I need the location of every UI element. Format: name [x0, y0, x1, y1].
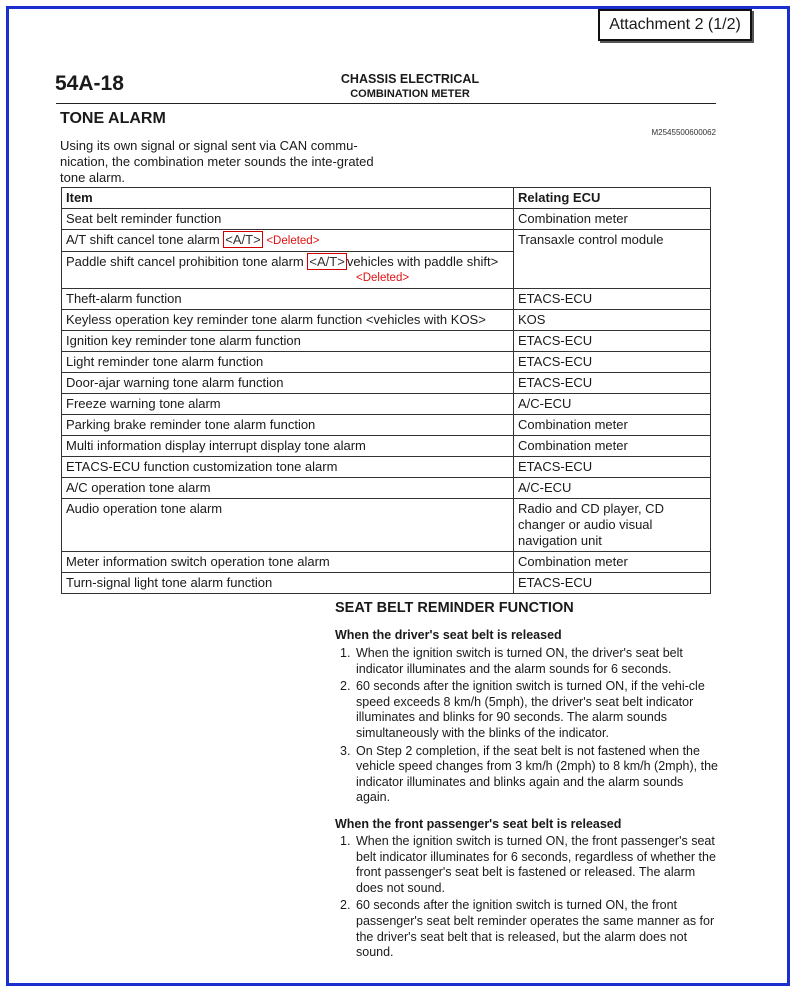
table-row — [62, 457, 711, 478]
table-cell-item: ETACS-ECU function customization tone alarm — [62, 457, 514, 478]
list-item-number: 1. — [340, 834, 351, 848]
table-row — [62, 352, 711, 373]
table-cell-ecu: KOS — [514, 310, 711, 331]
table-cell-item — [62, 252, 514, 289]
table-cell-item: Seat belt reminder function — [62, 209, 514, 230]
table-row — [62, 552, 711, 573]
table-row — [62, 394, 711, 415]
document-code: M2545500600062 — [651, 128, 716, 137]
table-cell-ecu: Transaxle control module — [514, 230, 711, 289]
table-cell-item: A/C operation tone alarm — [62, 478, 514, 499]
table-cell-ecu: Radio and CD player, CD changer or audio visual navigation unit — [514, 499, 711, 552]
item-text-continued: vehicles with paddle shift> — [346, 254, 499, 269]
table-cell-ecu: A/C-ECU — [514, 394, 711, 415]
item-text: Paddle shift cancel prohibition tone alarm — [66, 254, 304, 269]
table-row — [62, 415, 711, 436]
table-cell-item — [62, 230, 514, 252]
table-cell-ecu: ETACS-ECU — [514, 457, 711, 478]
table-cell-ecu: ETACS-ECU — [514, 573, 711, 594]
table-cell-item: Theft-alarm function — [62, 289, 514, 310]
driver-heading: When the driver's seat belt is released — [335, 628, 562, 642]
passenger-steps-list — [340, 834, 718, 963]
table-cell-item: Keyless operation key reminder tone alarm function <vehicles with KOS> — [62, 310, 514, 331]
table-cell-item: Freeze warning tone alarm — [62, 394, 514, 415]
list-item — [340, 679, 718, 741]
table-row — [62, 310, 711, 331]
table-row — [62, 436, 711, 457]
list-item — [340, 646, 718, 677]
list-item-number: 2. — [340, 679, 351, 694]
table-cell-ecu: ETACS-ECU — [514, 331, 711, 352]
deleted-note: <Deleted> — [356, 272, 410, 284]
table-row — [62, 230, 711, 252]
list-item-text: When the ignition switch is turned ON, the driver's seat belt indicator illuminates and the alarm sounds for 6 seconds. — [356, 646, 683, 676]
deleted-tag: <A/T> — [225, 232, 261, 247]
list-item — [340, 898, 718, 960]
table-row — [62, 499, 711, 552]
table-header-row — [62, 188, 711, 209]
list-item-text: 60 seconds after the ignition switch is turned ON, if the vehi-cle speed exceeds 8 km/h (5mph), the driver's seat belt indicator illuminates and blinks for 90 seconds. The alarm sounds simultaneously with the blinks of the indicator. — [356, 679, 705, 740]
table-cell-item: Ignition key reminder tone alarm function — [62, 331, 514, 352]
chapter-title: CHASSIS ELECTRICAL — [340, 72, 480, 86]
table-cell-item: Light reminder tone alarm function — [62, 352, 514, 373]
page-number: 54A-18 — [55, 72, 124, 95]
table-row — [62, 209, 711, 230]
list-item — [340, 744, 718, 806]
table-row — [62, 373, 711, 394]
table-cell-ecu: ETACS-ECU — [514, 289, 711, 310]
seat-belt-section-title: SEAT BELT REMINDER FUNCTION — [335, 600, 574, 616]
table-cell-item: Meter information switch operation tone alarm — [62, 552, 514, 573]
section-title: TONE ALARM — [60, 110, 166, 127]
table-cell-item: Audio operation tone alarm — [62, 499, 514, 552]
table-cell-ecu: Combination meter — [514, 209, 711, 230]
table-cell-ecu: Combination meter — [514, 436, 711, 457]
driver-steps-list — [340, 646, 718, 808]
list-item-number: 2. — [340, 898, 351, 913]
list-item-number: 1. — [340, 646, 351, 660]
intro-paragraph: Using its own signal or signal sent via CAN commu-nication, the combination meter sounds the inte-grated tone alarm. — [60, 138, 374, 185]
table-cell-ecu: Combination meter — [514, 415, 711, 436]
table-cell-ecu: A/C-ECU — [514, 478, 711, 499]
column-header-item: Item — [62, 188, 514, 209]
passenger-heading: When the front passenger's seat belt is released — [335, 817, 622, 831]
table-cell-item: Parking brake reminder tone alarm function — [62, 415, 514, 436]
column-header-ecu: Relating ECU — [514, 188, 711, 209]
list-item-text: 60 seconds after the ignition switch is turned ON, the front passenger's seat belt reminder operates the same manner as for the driver's seat belt that is released, but the alarm does not sound. — [356, 898, 715, 960]
table-row — [62, 331, 711, 352]
deleted-note: <Deleted> — [266, 235, 320, 247]
item-text: A/T shift cancel tone alarm — [66, 232, 220, 247]
table-cell-item: Turn-signal light tone alarm function — [62, 573, 514, 594]
tone-alarm-table — [61, 187, 711, 594]
header-rule — [56, 103, 716, 104]
table-cell-item: Door-ajar warning tone alarm function — [62, 373, 514, 394]
attachment-label: Attachment 2 (1/2) — [598, 9, 752, 41]
table-cell-ecu: ETACS-ECU — [514, 352, 711, 373]
table-cell-ecu: Combination meter — [514, 552, 711, 573]
table-row — [62, 573, 711, 594]
table-cell-item: Multi information display interrupt display tone alarm — [62, 436, 514, 457]
table-row — [62, 289, 711, 310]
list-item-number: 3. — [340, 743, 351, 758]
list-item-text: On Step 2 completion, if the seat belt is not fastened when the vehicle speed changes from 3 km/h (2mph) to 8 km/h (2mph), the indicator illuminates and blinks again and the alarm sounds again. — [356, 743, 718, 805]
chapter-subtitle: COMBINATION METER — [350, 88, 470, 100]
table-cell-ecu: ETACS-ECU — [514, 373, 711, 394]
deleted-tag: <A/T> — [309, 254, 345, 269]
list-item-text: When the ignition switch is turned ON, the front passenger's seat belt indicator illuminates for 6 seconds, regardless of whether the front passenger's seat belt is fastened or released. The alarm does not sound. — [356, 834, 716, 895]
list-item — [340, 834, 718, 896]
table-row — [62, 478, 711, 499]
